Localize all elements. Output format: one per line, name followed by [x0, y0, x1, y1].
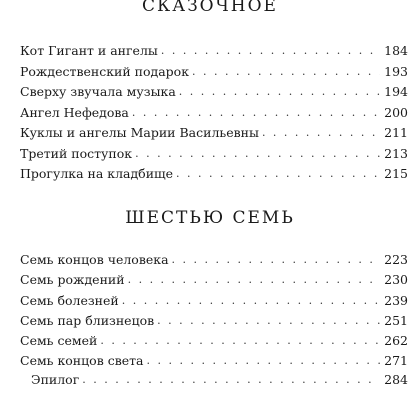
toc-entry[interactable] [20, 164, 408, 185]
toc-entry-page-number: 200 [384, 104, 408, 120]
toc-entry[interactable] [20, 270, 408, 290]
toc-entry-page-number: 239 [384, 292, 408, 308]
toc-entry[interactable] [20, 331, 408, 351]
toc-entry-title: Семь концов света [20, 353, 144, 369]
dot-leader [135, 144, 380, 165]
toc-entry-title: Семь болезней [20, 292, 119, 308]
dot-leader [176, 164, 380, 185]
toc-entry[interactable] [20, 311, 408, 331]
toc-entry-title: Семь рождений [20, 272, 125, 288]
toc-entry[interactable] [20, 123, 408, 144]
dot-leader [192, 62, 380, 83]
toc-entry-page-number: 230 [384, 272, 408, 288]
dot-leader [147, 351, 381, 371]
dot-leader [100, 331, 380, 351]
toc-list-shestyu-sem [20, 250, 408, 372]
toc-entry-title: Семь концов человека [20, 252, 169, 267]
toc-entry-title: Рождественский подарок [20, 63, 190, 79]
toc-entry[interactable] [20, 351, 408, 371]
toc-entry-title: Прогулка на кладбище [20, 166, 174, 181]
dot-leader [132, 103, 380, 124]
toc-entry-title: Сверху звучала музыка [20, 84, 176, 99]
toc-list-skazochnoe [20, 41, 408, 185]
toc-entry-page-number: 215 [384, 166, 408, 181]
toc-entry[interactable] [20, 291, 408, 311]
toc-entry-title: Кот Гигант и ангелы [20, 43, 158, 58]
section-title-skazochnoe: СКАЗОЧНОЕ [142, 0, 278, 16]
toc-entry-title: Ангел Нефедова [20, 104, 129, 120]
dot-leader [179, 82, 380, 103]
dot-leader [161, 41, 380, 62]
dot-leader [128, 270, 381, 290]
toc-entry-page-number: 223 [384, 252, 408, 267]
toc-entry[interactable] [20, 82, 408, 103]
toc-entry-title: Куклы и ангелы Марии Васильевны [20, 125, 259, 140]
dot-leader [262, 123, 380, 144]
toc-entry[interactable] [20, 41, 408, 62]
dot-leader [172, 250, 381, 270]
dot-leader [122, 291, 380, 311]
toc-entry-page-number: 251 [384, 312, 408, 328]
toc-entry-page-number: 211 [384, 125, 408, 140]
toc-entry-epilogue[interactable] [31, 370, 408, 391]
toc-entry-page-number: 213 [384, 145, 408, 161]
dot-leader [82, 370, 380, 391]
toc-entry-page-number: 193 [384, 63, 408, 79]
section-title-shestyu-sem: ШЕСТЬЮ СЕМЬ [125, 208, 295, 228]
toc-list-epilogue [31, 370, 408, 391]
toc-entry-page-number: 262 [384, 333, 408, 349]
dot-leader [157, 311, 380, 331]
toc-entry[interactable] [20, 144, 408, 165]
toc-entry-page-number: 284 [384, 372, 408, 387]
toc-entry-page-number: 194 [384, 84, 408, 99]
toc-entry[interactable] [20, 62, 408, 83]
toc-entry-title: Третий поступок [20, 145, 133, 161]
toc-entry-page-number: 271 [384, 353, 408, 369]
toc-entry[interactable] [20, 250, 408, 270]
toc-entry-page-number: 184 [384, 43, 408, 58]
toc-entry-title: Семь пар близнецов [20, 312, 155, 328]
toc-entry[interactable] [20, 103, 408, 124]
toc-entry-title: Семь семей [20, 333, 98, 349]
toc-entry-title: Эпилог [31, 372, 80, 387]
